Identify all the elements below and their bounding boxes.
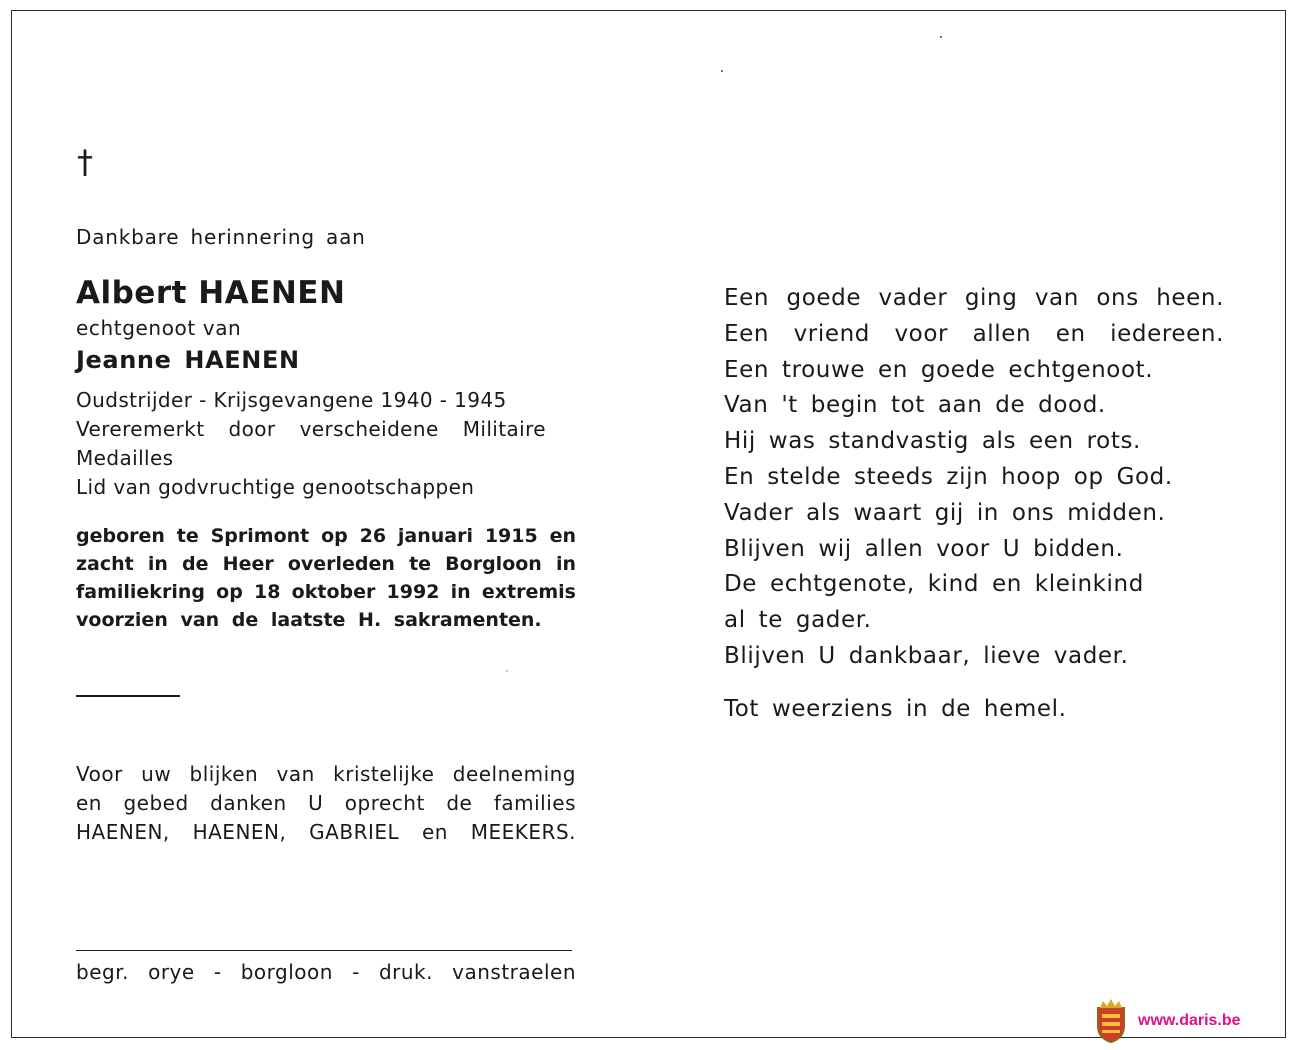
birth-death-line: voorzien van de laatste H. sakramenten. — [76, 609, 542, 631]
poem-line: Hij was standvastig als een rots. — [724, 428, 1141, 455]
poem-block — [724, 281, 1224, 675]
print-speck — [506, 670, 508, 672]
intro-text: Dankbare herinnering aan — [76, 225, 366, 249]
poem-line: Een vriend voor allen en iedereen. — [724, 320, 1224, 347]
crest-icon — [1094, 998, 1128, 1044]
watermark-link[interactable]: www.daris.be — [1138, 1012, 1241, 1029]
poem-line: Vader als waart gij in ons midden. — [724, 499, 1166, 526]
poem-line: Blijven U dankbaar, lieve vader. — [724, 642, 1129, 669]
poem-line: al te gader. — [724, 607, 872, 634]
description-line: Oudstrijder - Krijsgevangene 1940 - 1945 — [76, 388, 507, 412]
thanks-block — [76, 760, 576, 847]
deceased-name: Albert HAENEN — [76, 275, 346, 311]
thanks-line: en gebed danken U oprecht de families — [76, 791, 576, 815]
thanks-line: Voor uw blijken van kristelijke deelneming — [76, 762, 576, 786]
watermark[interactable] — [1094, 998, 1284, 1044]
poem-line: Een goede vader ging van ons heen. — [724, 285, 1224, 311]
poem-line: Van 't begin tot aan de dood. — [724, 392, 1106, 419]
birth-death-line: geboren te Sprimont op 26 januari 1915 en — [76, 525, 576, 547]
poem-line: En stelde steeds zijn hoop op God. — [724, 463, 1173, 490]
divider-long — [76, 950, 572, 951]
description-line: Lid van godvruchtige genootschappen — [76, 475, 475, 499]
birth-death-line: zacht in de Heer overleden te Borgloon in — [76, 553, 576, 575]
print-speck — [721, 70, 723, 72]
poem-closing: Tot weerziens in de hemel. — [724, 696, 1067, 722]
thanks-line: HAENEN, HAENEN, GABRIEL en MEEKERS. — [76, 820, 576, 844]
description-line: Medailles — [76, 446, 174, 470]
spouse-label: echtgenoot van — [76, 316, 242, 340]
description-block — [76, 386, 546, 502]
description-line: Vereremerkt door verscheidene Militaire — [76, 417, 546, 441]
printer-credit — [76, 960, 576, 984]
cross-icon: † — [77, 143, 93, 181]
birth-death-line: familiekring op 18 oktober 1992 in extremis — [76, 581, 576, 603]
birth-death-block — [76, 522, 576, 634]
poem-line: Blijven wij allen voor U bidden. — [724, 535, 1124, 562]
poem-line: De echtgenote, kind en kleinkind — [724, 571, 1144, 598]
poem-line: Een trouwe en goede echtgenoot. — [724, 356, 1154, 383]
print-speck — [940, 36, 942, 38]
printer-text: begr. orye - borgloon - druk. vanstraelen — [76, 960, 576, 984]
divider-short — [76, 695, 180, 697]
spouse-name: Jeanne HAENEN — [76, 346, 300, 374]
